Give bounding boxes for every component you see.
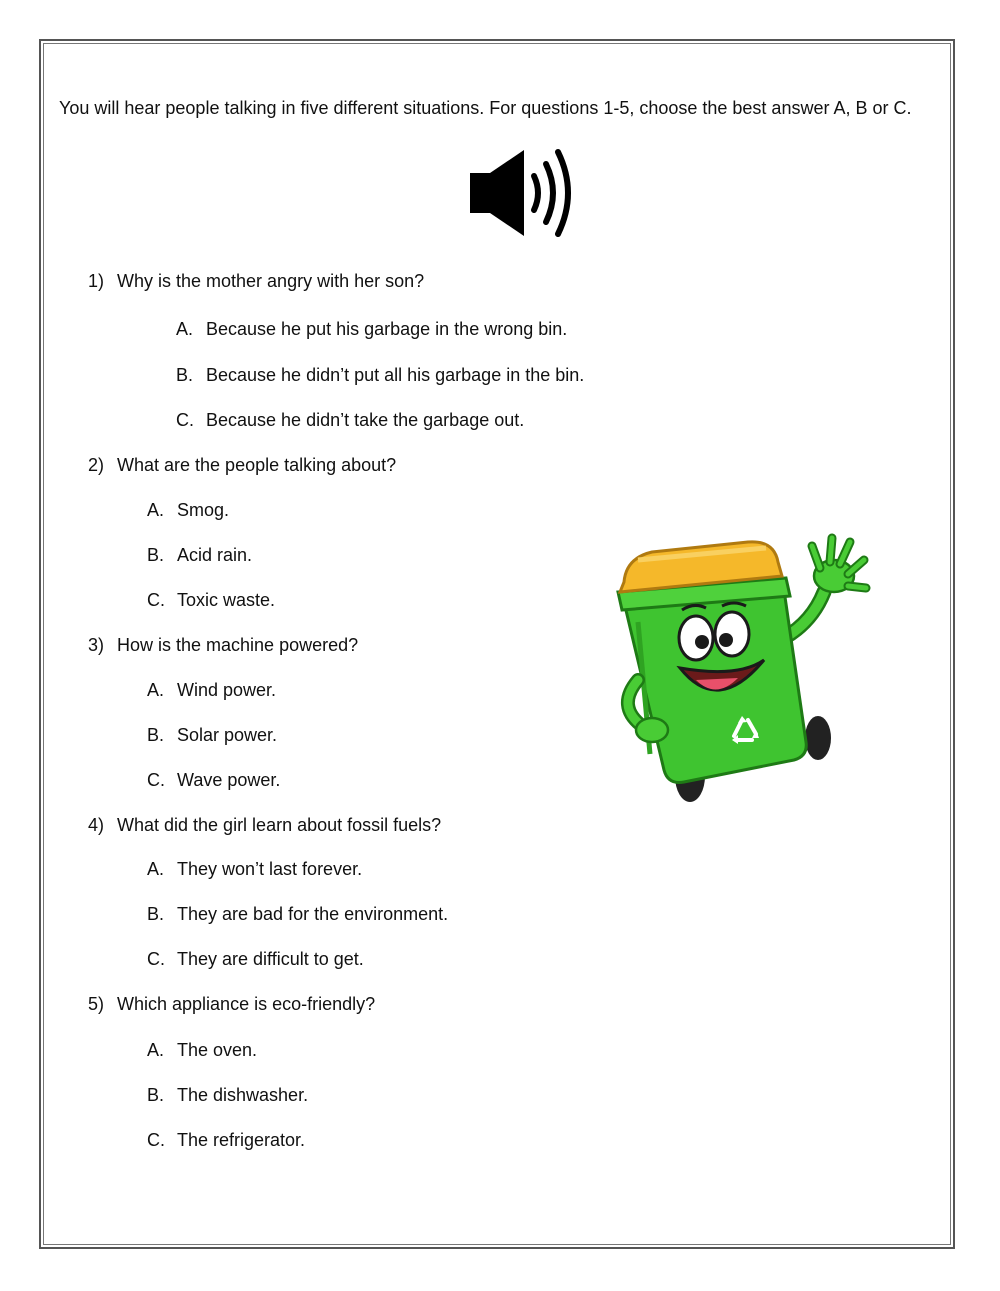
option-text: Wind power. — [177, 680, 277, 700]
instructions-text: You will hear people talking in five different situations. For questions 1-5, choose the best answer A, B or C. — [59, 98, 912, 118]
question-number: 5) — [88, 994, 105, 1014]
question-text: What did the girl learn about fossil fuels? — [117, 815, 442, 835]
option-text: Because he didn’t put all his garbage in the bin. — [206, 365, 585, 385]
question-number: 3) — [88, 635, 105, 655]
question-text: How is the machine powered? — [117, 635, 359, 655]
recycling-bin-mascot-icon — [598, 530, 878, 810]
option-letter: B. — [176, 365, 194, 385]
option-letter: C. — [147, 590, 165, 610]
option-text: Toxic waste. — [177, 590, 276, 610]
option-text: The dishwasher. — [177, 1085, 309, 1105]
option-letter: A. — [147, 859, 165, 879]
option-text: They are difficult to get. — [177, 949, 364, 969]
option-text: They are bad for the environment. — [177, 904, 449, 924]
option-text: Wave power. — [177, 770, 281, 790]
option-letter: A. — [147, 680, 165, 700]
option-text: Solar power. — [177, 725, 278, 745]
question-text: Why is the mother angry with her son? — [117, 271, 425, 291]
question-text: Which appliance is eco-friendly? — [117, 994, 376, 1014]
question-text: What are the people talking about? — [117, 455, 397, 475]
option-text: The oven. — [177, 1040, 258, 1060]
option-text: Because he didn’t take the garbage out. — [206, 410, 525, 430]
option-letter: C. — [147, 1130, 165, 1150]
question-number: 1) — [88, 271, 105, 291]
option-letter: B. — [147, 545, 165, 565]
option-text: Acid rain. — [177, 545, 253, 565]
speaker-icon[interactable] — [466, 146, 578, 240]
option-text: Because he put his garbage in the wrong bin. — [206, 319, 568, 339]
option-letter: B. — [147, 725, 165, 745]
option-letter: C. — [147, 770, 165, 790]
option-letter: C. — [176, 410, 194, 430]
question-number: 2) — [88, 455, 105, 475]
option-text: The refrigerator. — [177, 1130, 306, 1150]
option-text: They won’t last forever. — [177, 859, 363, 879]
option-letter: C. — [147, 949, 165, 969]
option-letter: B. — [147, 1085, 165, 1105]
question-number: 4) — [88, 815, 105, 835]
option-letter: A. — [147, 1040, 165, 1060]
option-letter: B. — [147, 904, 165, 924]
option-letter: A. — [176, 319, 194, 339]
option-text: Smog. — [177, 500, 230, 520]
option-letter: A. — [147, 500, 165, 520]
